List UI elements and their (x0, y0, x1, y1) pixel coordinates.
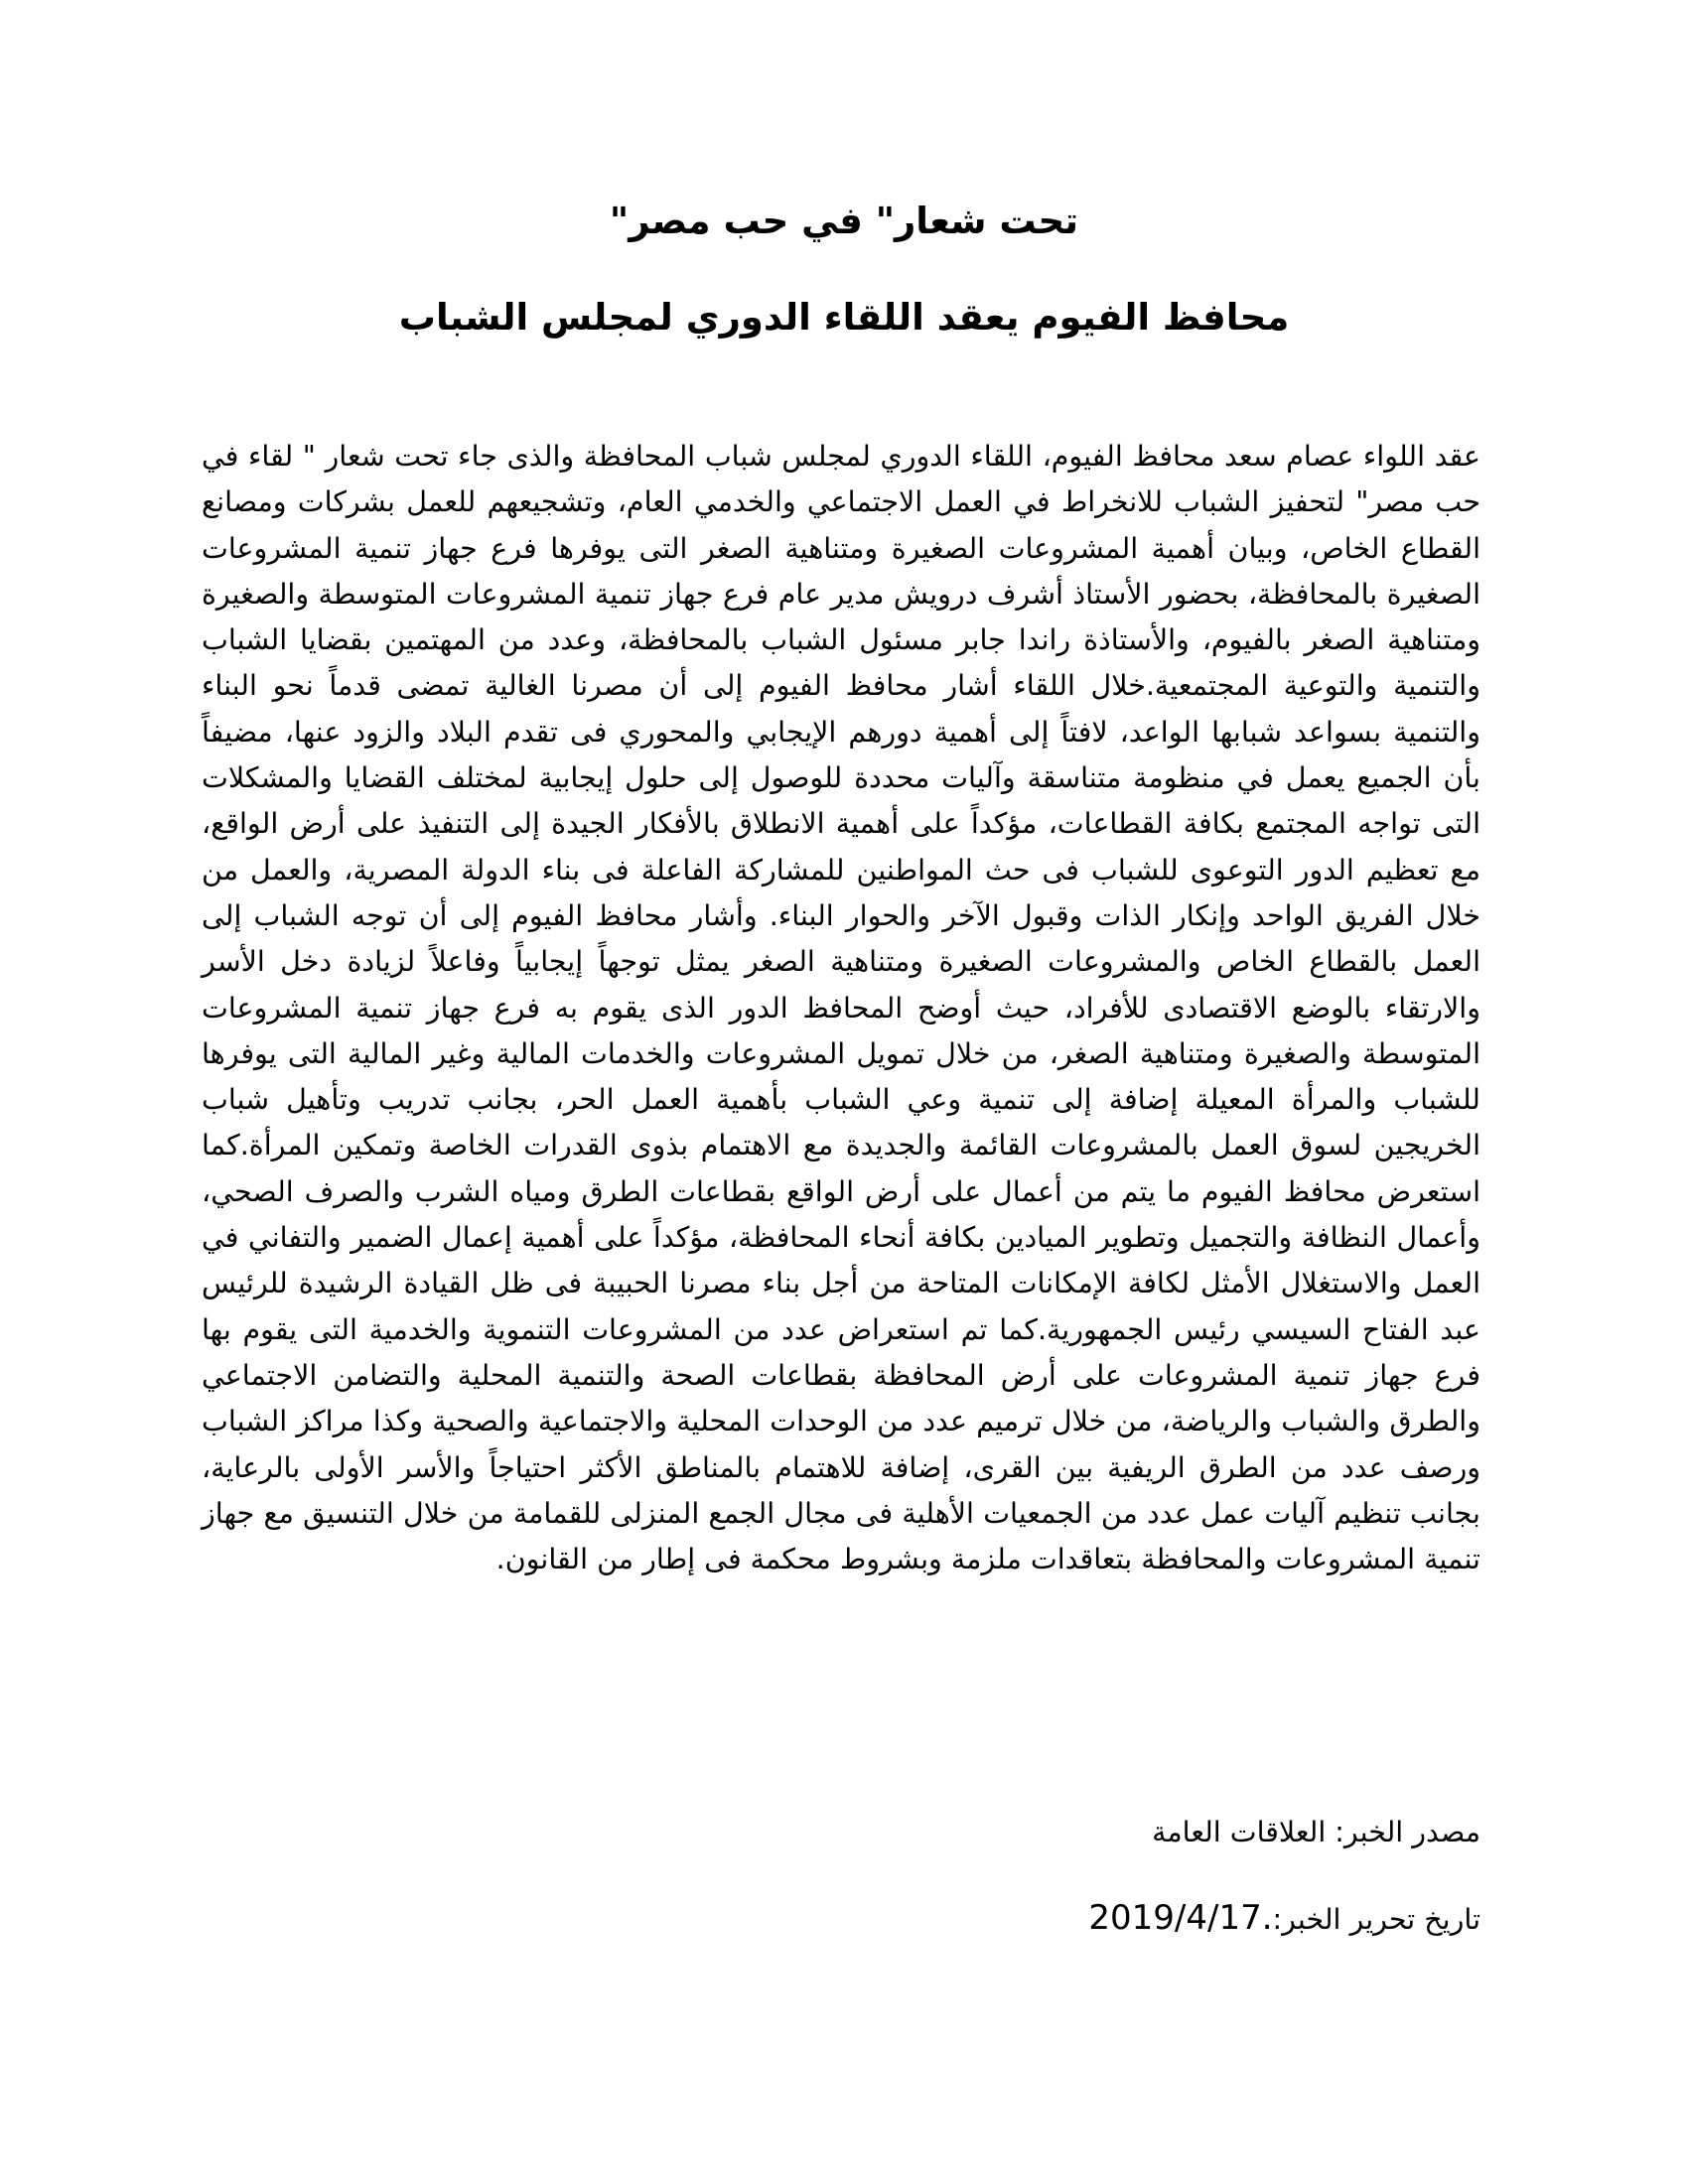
article-body: عقد اللواء عصام سعد محافظ الفيوم، اللقاء الدوري لمجلس شباب المحافظة والذى جاء تحت شعار " لقاء في حب مصر" لتحفيز الشباب للانخراط في العمل الاجتماعي والخدمي العام، وتشجيعهم للعمل بشركات ومصانع القطاع الخاص، وبيان أهمية المشروعات الصغيرة ومتناهية الصغر التى يوفرها فرع جهاز تنمية المشروعات الصغيرة بالمحافظة، بحضور الأستاذ أشرف درويش مدير عام فرع جهاز تنمية المشروعات المتوسطة والصغيرة ومتناهية الصغر بالفيوم، والأستاذة راندا جابر مسئول الشباب بالمحافظة، وعدد من المهتمين بقضايا الشباب والتنمية والتوعية المجتمعية.خلال اللقاء أشار محافظ الفيوم إلى أن مصرنا الغالية تمضى قدماً نحو البناء والتنمية بسواعد شبابها الواعد، لافتاً إلى أهمية دورهم الإيجابي والمحوري فى تقدم البلاد والزود عنها، مضيفاً بأن الجميع يعمل في منظومة متناسقة وآليات محددة للوصول إلى حلول إيجابية لمختلف القضايا والمشكلات التى تواجه المجتمع بكافة القطاعات، مؤكداً على أهمية الانطلاق بالأفكار الجيدة إلى التنفيذ على أرض الواقع، مع تعظيم الدور التوعوى للشباب فى حث المواطنين للمشاركة الفاعلة فى بناء الدولة المصرية، والعمل من خلال الفريق الواحد وإنكار الذات وقبول الآخر والحوار البناء. وأشار محافظ الفيوم إلى أن توجه الشباب إلى العمل بالقطاع الخاص والمشروعات الصغيرة ومتناهية الصغر يمثل توجهاً إيجابياً وفاعلاً لزيادة دخل الأسر والارتقاء بالوضع الاقتصادى للأفراد، حيث أوضح المحافظ الدور الذى يقوم به فرع جهاز تنمية المشروعات المتوسطة والصغيرة ومتناهية الصغر، من خلال تمويل المشروعات والخدمات المالية وغير المالية التى يوفرها للشباب والمرأة المعيلة إضافة إلى تنمية وعي الشباب بأهمية العمل الحر، بجانب تدريب وتأهيل شباب الخريجين لسوق العمل بالمشروعات القائمة والجديدة مع الاهتمام بذوى القدرات الخاصة وتمكين المرأة.كما استعرض محافظ الفيوم ما يتم من أعمال على أرض الواقع بقطاعات الطرق ومياه الشرب والصرف الصحي، وأعمال النظافة والتجميل وتطوير الميادين بكافة أنحاء المحافظة، مؤكداً على أهمية إعمال الضمير والتفاني في العمل والاستغلال الأمثل لكافة الإمكانات المتاحة من أجل بناء مصرنا الحبيبة فى ظل القيادة الرشيدة للرئيس عبد الفتاح السيسي رئيس الجمهورية.كما تم استعراض عدد من المشروعات التنموية والخدمية التى يقوم بها فرع جهاز تنمية المشروعات على أرض المحافظة بقطاعات الصحة والتنمية المحلية والتضامن الاجتماعي والطرق والشباب والرياضة، من خلال ترميم عدد من الوحدات المحلية والاجتماعية والصحية وكذا مراكز الشباب ورصف عدد من الطرق الريفية بين القرى، إضافة للاهتمام بالمناطق الأكثر احتياجاً والأسر الأولى بالرعاية، بجانب تنظيم آليات عمل عدد من الجمعيات الأهلية فى مجال الجمع المنزلى للقمامة من خلال التنسيق مع جهاز تنمية المشروعات والمحافظة بتعاقدات ملزمة وبشروط محكمة فى إطار من القانون. (202, 440, 1480, 1576)
edit-date-value: 2019/4/17. (1088, 1898, 1273, 1938)
news-source: مصدر الخبر: العلاقات العامة (1152, 1816, 1480, 1848)
article-title-line-2: محافظ الفيوم يعقد اللقاء الدوري لمجلس الشباب (398, 296, 1290, 339)
edit-date (1088, 1898, 1480, 1940)
edit-date-label: تاريخ تحرير الخبر: (1272, 1903, 1480, 1936)
article-title-line-1: تحت شعار" في حب مصر" (609, 200, 1079, 242)
